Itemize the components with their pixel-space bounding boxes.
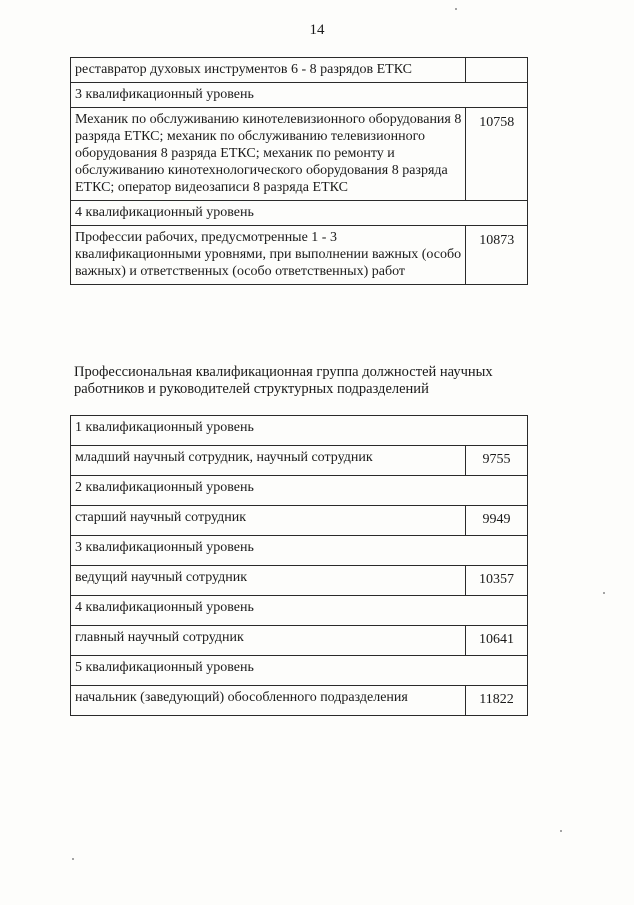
salary-table-researchers	[70, 415, 528, 716]
qualification-level: 2 квалификационный уровень	[71, 476, 528, 506]
qualification-level-row	[71, 476, 528, 506]
table-row	[71, 626, 528, 656]
salary-value: 10641	[466, 626, 528, 656]
group-title: Профессиональная квалификационная группа должностей научных работников и руководителей структурных подразделений	[74, 364, 493, 397]
qualification-level-row	[71, 201, 528, 226]
position-name: начальник (заведующий) обособленного подразделения	[71, 686, 466, 716]
scan-speck	[72, 858, 74, 860]
salary-value: 10357	[466, 566, 528, 596]
table-row	[71, 58, 528, 83]
scan-speck	[455, 8, 457, 10]
qualification-level: 5 квалификационный уровень	[71, 656, 528, 686]
position-name: Профессии рабочих, предусмотренные 1 - 3 квалификационными уровнями, при выполнении важных (особо важных) и ответственных (особо ответственных) работ	[71, 226, 466, 285]
position-name: ведущий научный сотрудник	[71, 566, 466, 596]
salary-value: 9949	[466, 506, 528, 536]
table-row	[71, 108, 528, 201]
qualification-level-row	[71, 596, 528, 626]
page-number: 14	[309, 22, 325, 38]
salary-value: 11822	[466, 686, 528, 716]
table-row	[71, 686, 528, 716]
position-name: реставратор духовых инструментов 6 - 8 разрядов ЕТКС	[71, 58, 466, 83]
qualification-level: 4 квалификационный уровень	[71, 201, 528, 226]
position-name: Механик по обслуживанию кинотелевизионного оборудования 8 разряда ЕТКС; механик по обслуживанию телевизионного оборудования 8 разряда ЕТКС; механик по ремонту и обслуживанию кинотехнологического оборудования 8 разряда ЕТКС; оператор видеозаписи 8 разряда ЕТКС	[71, 108, 466, 201]
position-name: старший научный сотрудник	[71, 506, 466, 536]
table-row	[71, 506, 528, 536]
salary-value: 10758	[466, 108, 528, 201]
qualification-level-row	[71, 656, 528, 686]
qualification-level-row	[71, 416, 528, 446]
table-row	[71, 446, 528, 476]
qualification-level: 3 квалификационный уровень	[71, 83, 528, 108]
position-name: младший научный сотрудник, научный сотрудник	[71, 446, 466, 476]
table-row	[71, 226, 528, 285]
qualification-level: 3 квалификационный уровень	[71, 536, 528, 566]
table-row	[71, 566, 528, 596]
salary-table-workers	[70, 57, 528, 285]
salary-value: 10873	[466, 226, 528, 285]
qualification-level-row	[71, 536, 528, 566]
salary-value: 9755	[466, 446, 528, 476]
qualification-level: 4 квалификационный уровень	[71, 596, 528, 626]
position-name: главный научный сотрудник	[71, 626, 466, 656]
scan-speck	[560, 830, 562, 832]
qualification-level: 1 квалификационный уровень	[71, 416, 528, 446]
salary-value	[466, 58, 528, 83]
qualification-level-row	[71, 83, 528, 108]
scan-speck	[603, 592, 605, 594]
